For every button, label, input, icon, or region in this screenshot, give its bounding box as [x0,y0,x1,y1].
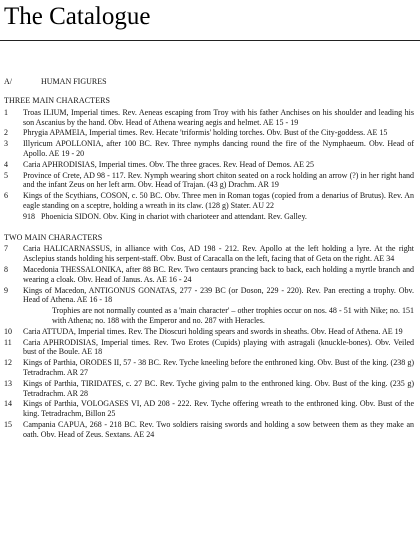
subentry-number: 918 [23,211,35,221]
catalogue-entry [4,338,414,358]
trophy-note: Trophies are not normally counted as a 'main character' – other trophies occur on nos. 48 - 51 with Nike; no. 151 with Athena; no. 188 with the Emperor and no. 287 with Heracles. [52,306,414,325]
entry-number: 12 [4,358,12,368]
entry-number: 9 [4,285,8,295]
catalogue-entry [4,399,414,419]
catalogue-entry [4,160,414,170]
catalogue-entry [4,191,414,211]
entry-number: 11 [4,337,12,347]
entry-text: Troas ILIUM, Imperial times. Rev. Aeneas escaping from Troy with his father Anchises on his shoulder and leading his son Ascanius by the hand. Obv. Head of Athena wearing aegis and helmet. AE 15 - 19 [23,107,414,127]
entry-number: 14 [4,399,12,409]
catalogue-entry [4,265,414,285]
entry-number: 4 [4,159,8,169]
group-heading: TWO MAIN CHARACTERS [4,232,103,242]
entry-text: Kings of Parthia, TIRIDATES, c. 27 BC. Rev. Tyche giving palm to the enthroned king. Obv. Bust of the king. (235 g) Tetradrachm. AR 28 [23,378,414,398]
section-heading [4,77,107,87]
catalogue-entry [4,358,414,378]
entry-text: Campania CAPUA, 268 - 218 BC. Rev. Two soldiers raising swords and holding a sow between them as they make an oath. Obv. Head of Zeus. Sextans. AE 24 [23,419,414,439]
entry-text: Illyricum APOLLONIA, after 100 BC. Rev. Three nymphs dancing round the fire of the Nymphaeum. Obv. Head of Apollo. AE 19 - 20 [23,139,414,158]
catalogue-entry [4,286,414,306]
entry-number: 15 [4,419,12,429]
catalogue-entry [4,171,414,191]
entry-text: Caria ATTUDA, Imperial times. Rev. The Dioscuri holding spears and swords in sheaths. Obv. Head of Athena. AE 19 [23,326,403,336]
page-title: The Catalogue [4,3,151,30]
entry-number: 13 [4,378,12,388]
entry-number: 6 [4,191,8,201]
catalogue-subentry [23,212,414,222]
catalogue-entry [4,139,414,159]
catalogue-entry [4,128,414,138]
entry-text: Kings of Macedon, ANTIGONUS GONATAS, 277 - 239 BC (or Doson, 229 - 220). Rev. Pan erecting a trophy. Obv. Head of Athena. AE 16 - 18 [23,285,414,305]
entry-number: 1 [4,107,8,117]
entry-text: Province of Crete, AD 98 - 117. Rev. Nymph wearing short chiton seated on a rock holding an arrow (?) in her right hand and the infant Zeus on her left arm. Obv. Head of Trajan. (43 g) Drachm. AR 19 [23,170,414,190]
catalogue-entry [4,108,414,128]
entry-text: Caria APHRODISIAS, Imperial times. Obv. The three graces. Rev. Head of Demos. AE 25 [23,159,314,169]
catalogue-entry [4,244,414,264]
catalogue-entry [4,327,414,337]
section-title: HUMAN FIGURES [41,77,107,86]
entry-text: Kings of Parthia, ORODES II, 57 - 38 BC. Rev. Tyche kneeling before the enthroned king. Obv. Bust of the king. (238 g) Tetradrachm. AR 27 [23,358,414,377]
entry-number: 3 [4,139,8,149]
group-heading: THREE MAIN CHARACTERS [4,96,111,105]
catalogue-entry [4,420,414,440]
entry-text: Phrygia APAMEIA, Imperial times. Rev. Hecate 'triformis' holding torches. Obv. Bust of the City-goddess. AE 15 [23,128,388,138]
entry-text: Kings of the Scythians, COSON, c. 50 BC. Obv. Three men in Roman togas (copied from a denarius of Brutus). Rev. An eagle standing on a sceptre, holding a wreath in its claw. (128 g) Stater. AU 22 [23,191,414,210]
catalogue-entry [4,379,414,399]
section-letter: A/ [4,77,12,86]
entry-text: Caria HALICARNASSUS, in alliance with Cos, AD 198 - 212. Rev. Apollo at the left holding a lyre. At the right Asclepius stands holding his serpent-staff. Obv. Bust of Caracalla on the left, facing that of Geta on the right. AE 34 [23,244,414,264]
entry-number: 2 [4,128,8,138]
entry-number: 7 [4,244,8,254]
catalogue-content [4,96,414,441]
title-rule [0,40,420,41]
entry-number: 5 [4,170,8,180]
entry-number: 10 [4,326,12,336]
entry-text: Kings of Parthia, VOLOGASES VI, AD 208 - 222. Rev. Tyche offering wreath to the enthroned king. Obv. Bust of the king. Tetradrachm, Billon 25 [23,399,414,419]
entry-text: Macedonia THESSALONIKA, after 88 BC. Rev. Two centaurs prancing back to back, each holding a myrtle branch and wearing a cloak. Obv. Head of Janus. As. AE 16 - 24 [23,264,414,284]
subentry-text: Phoenicia SIDON. Obv. King in chariot with charioteer and attendant. Rev. Galley. [41,211,307,221]
entry-number: 8 [4,264,8,274]
entry-text: Caria APHRODISIAS, Imperial times. Rev. Two Erotes (Cupids) playing with astragali (knuckle-bones). Obv. Veiled bust of the Boule. AE 18 [23,337,414,357]
